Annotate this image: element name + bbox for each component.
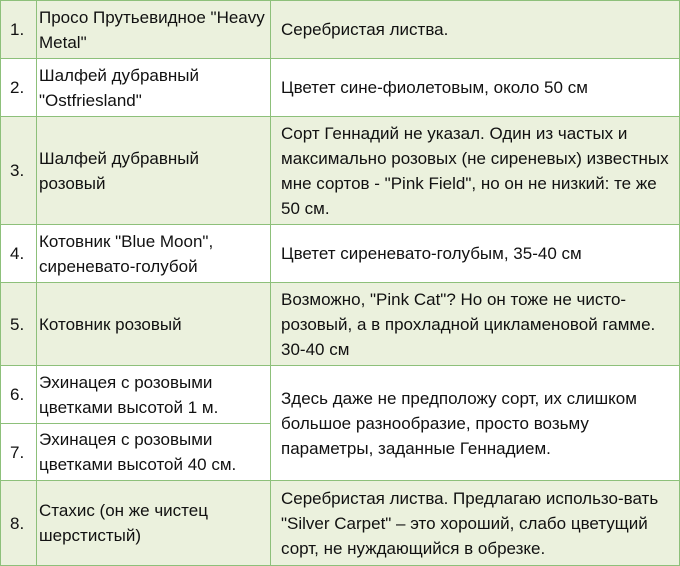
row-number: 7. [1,424,37,481]
plant-name-text: Эхинацея с розовыми цветками высотой 40 см. [39,430,237,474]
table-row [1,117,680,225]
table-row [1,283,680,366]
row-number: 3. [1,117,37,225]
plant-name-text: Стахис (он же чистец шерстистый) [39,501,208,545]
plant-description-text: Серебристая листва. Предлагаю использо-вать "Silver Carpet" – это хороший, слабо цветущий сорт, не нуждающийся в обрезке. [281,488,659,558]
table-row [1,481,680,566]
row-number: 2. [1,59,37,117]
plant-description [271,117,680,225]
plant-name [37,1,271,59]
plant-description [271,366,680,481]
plant-name [37,59,271,117]
row-number: 4. [1,225,37,283]
plant-description-text: Цветет сине-фиолетовым, около 50 см [281,78,588,97]
row-number: 5. [1,283,37,366]
table-row [1,1,680,59]
plant-description-text: Серебристая листва. [281,20,449,39]
row-number: 8. [1,481,37,566]
plant-description [271,1,680,59]
plant-name-text: Котовник розовый [39,314,182,334]
plant-description [271,283,680,366]
plant-name-text: Просо Прутьевидное "Heavy Metal" [39,7,265,52]
plant-name-text: Котовник "Blue Moon", сиреневато-голубой [39,231,214,276]
plant-name [37,481,271,566]
plant-name-text: Шалфей дубравный "Ostfriesland" [39,65,200,110]
table-row [1,366,680,424]
row-number: 6. [1,366,37,424]
plant-description [271,481,680,566]
plant-description-text: Цветет сиреневато-голубым, 35-40 см [281,244,582,263]
table-row [1,59,680,117]
plant-description [271,225,680,283]
plant-name-text: Эхинацея с розовыми цветками высотой 1 м. [39,372,219,417]
plant-name [37,117,271,225]
plant-description-text: Сорт Геннадий не указал. Один из частых и максимально розовых (не сиреневых) известных мне сортов - "Pink Field", но он не низкий: те же 50 см. [281,123,669,218]
row-number: 1. [1,1,37,59]
plant-name-text: Шалфей дубравный розовый [39,148,200,193]
plant-name [37,225,271,283]
plant-description [271,59,680,117]
plant-name [37,424,271,481]
plant-description-text: Здесь даже не предположу сорт, их слишком большое разнообразие, просто возьму параметры, заданные Геннадием. [281,388,637,458]
plant-name [37,366,271,424]
table-row [1,225,680,283]
plant-name [37,283,271,366]
plant-description-text: Возможно, "Pink Cat"? Но он тоже не чисто-розовый, а в прохладной цикламеновой гамме. 30-40 см [281,289,656,359]
